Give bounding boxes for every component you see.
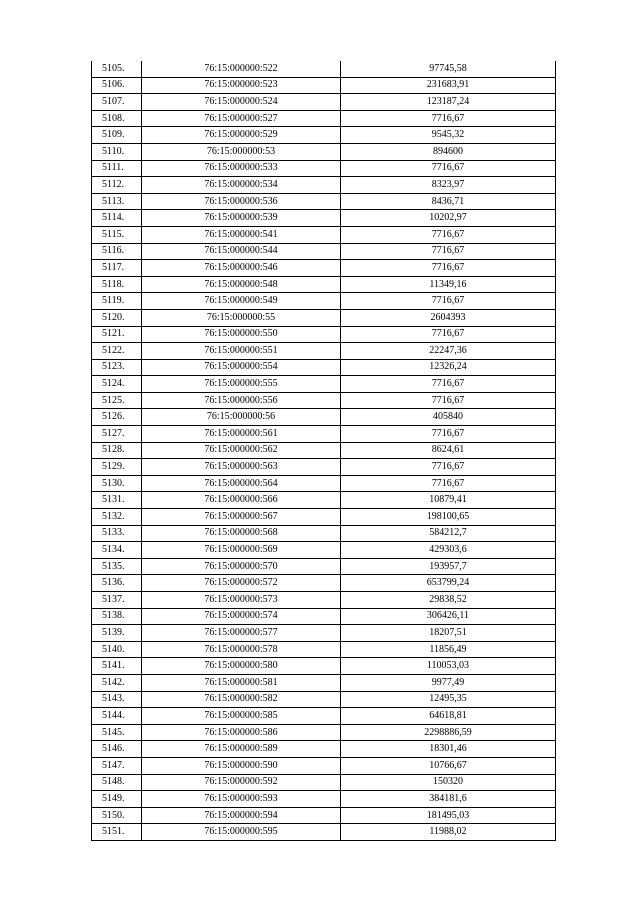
row-number-cell: 5121.	[92, 326, 142, 343]
row-number-cell: 5108.	[92, 110, 142, 127]
table-row	[92, 625, 556, 642]
cadastral-number-cell: 76:15:000000:569	[142, 542, 341, 559]
row-number-cell: 5118.	[92, 276, 142, 293]
cadastral-number-cell: 76:15:000000:544	[142, 243, 341, 260]
row-number-cell: 5133.	[92, 525, 142, 542]
cadastral-number-cell: 76:15:000000:577	[142, 625, 341, 642]
row-number-cell: 5146.	[92, 741, 142, 758]
value-cell: 12495,35	[341, 691, 556, 708]
value-cell: 405840	[341, 409, 556, 426]
table-row	[92, 475, 556, 492]
table-row	[92, 127, 556, 144]
cadastral-number-cell: 76:15:000000:551	[142, 343, 341, 360]
cadastral-number-cell: 76:15:000000:55	[142, 309, 341, 326]
value-cell: 2298886,59	[341, 724, 556, 741]
table-row	[92, 724, 556, 741]
value-cell: 9977,49	[341, 674, 556, 691]
cadastral-number-cell: 76:15:000000:529	[142, 127, 341, 144]
cadastral-number-cell: 76:15:000000:573	[142, 592, 341, 609]
table-row	[92, 210, 556, 227]
value-cell: 18301,46	[341, 741, 556, 758]
cadastral-number-cell: 76:15:000000:578	[142, 641, 341, 658]
cadastral-number-cell: 76:15:000000:572	[142, 575, 341, 592]
row-number-cell: 5110.	[92, 143, 142, 160]
cadastral-number-cell: 76:15:000000:568	[142, 525, 341, 542]
cadastral-number-cell: 76:15:000000:561	[142, 426, 341, 443]
table-row	[92, 326, 556, 343]
table-row	[92, 807, 556, 824]
row-number-cell: 5124.	[92, 376, 142, 393]
value-cell: 7716,67	[341, 326, 556, 343]
table-row	[92, 409, 556, 426]
cadastral-number-cell: 76:15:000000:556	[142, 392, 341, 409]
cadastral-number-cell: 76:15:000000:527	[142, 110, 341, 127]
table-row	[92, 392, 556, 409]
cadastral-value-table	[91, 61, 556, 841]
table-row	[92, 791, 556, 808]
value-cell: 18207,51	[341, 625, 556, 642]
table-row	[92, 741, 556, 758]
value-cell: 123187,24	[341, 94, 556, 111]
cadastral-number-cell: 76:15:000000:562	[142, 442, 341, 459]
table-row	[92, 641, 556, 658]
cadastral-number-cell: 76:15:000000:555	[142, 376, 341, 393]
cadastral-number-cell: 76:15:000000:570	[142, 558, 341, 575]
cadastral-number-cell: 76:15:000000:586	[142, 724, 341, 741]
table-row	[92, 309, 556, 326]
cadastral-number-cell: 76:15:000000:595	[142, 824, 341, 841]
row-number-cell: 5132.	[92, 509, 142, 526]
row-number-cell: 5144.	[92, 708, 142, 725]
value-cell: 22247,36	[341, 343, 556, 360]
row-number-cell: 5105.	[92, 61, 142, 77]
cadastral-number-cell: 76:15:000000:524	[142, 94, 341, 111]
row-number-cell: 5119.	[92, 293, 142, 310]
value-cell: 8436,71	[341, 193, 556, 210]
cadastral-number-cell: 76:15:000000:566	[142, 492, 341, 509]
value-cell: 10766,67	[341, 757, 556, 774]
cadastral-number-cell: 76:15:000000:536	[142, 193, 341, 210]
row-number-cell: 5148.	[92, 774, 142, 791]
value-cell: 64618,81	[341, 708, 556, 725]
row-number-cell: 5113.	[92, 193, 142, 210]
cadastral-number-cell: 76:15:000000:548	[142, 276, 341, 293]
table-row	[92, 143, 556, 160]
row-number-cell: 5130.	[92, 475, 142, 492]
value-cell: 894600	[341, 143, 556, 160]
table-row	[92, 824, 556, 841]
cadastral-number-cell: 76:15:000000:534	[142, 177, 341, 194]
table-row	[92, 558, 556, 575]
cadastral-number-cell: 76:15:000000:554	[142, 359, 341, 376]
value-cell: 7716,67	[341, 243, 556, 260]
table-row	[92, 177, 556, 194]
value-cell: 7716,67	[341, 426, 556, 443]
cadastral-number-cell: 76:15:000000:580	[142, 658, 341, 675]
value-cell: 8624,61	[341, 442, 556, 459]
value-cell: 653799,24	[341, 575, 556, 592]
table-row	[92, 492, 556, 509]
cadastral-number-cell: 76:15:000000:594	[142, 807, 341, 824]
table-row	[92, 674, 556, 691]
cadastral-number-cell: 76:15:000000:563	[142, 459, 341, 476]
table-row	[92, 226, 556, 243]
value-cell: 10879,41	[341, 492, 556, 509]
table-row	[92, 708, 556, 725]
row-number-cell: 5126.	[92, 409, 142, 426]
value-cell: 29838,52	[341, 592, 556, 609]
row-number-cell: 5142.	[92, 674, 142, 691]
table-row	[92, 94, 556, 111]
value-cell: 7716,67	[341, 376, 556, 393]
row-number-cell: 5143.	[92, 691, 142, 708]
cadastral-number-cell: 76:15:000000:546	[142, 260, 341, 277]
table-row	[92, 757, 556, 774]
row-number-cell: 5112.	[92, 177, 142, 194]
value-cell: 198100,65	[341, 509, 556, 526]
value-cell: 384181,6	[341, 791, 556, 808]
value-cell: 7716,67	[341, 160, 556, 177]
value-cell: 7716,67	[341, 110, 556, 127]
cadastral-number-cell: 76:15:000000:590	[142, 757, 341, 774]
table-row	[92, 592, 556, 609]
row-number-cell: 5116.	[92, 243, 142, 260]
value-cell: 110053,03	[341, 658, 556, 675]
cadastral-number-cell: 76:15:000000:56	[142, 409, 341, 426]
table-row	[92, 276, 556, 293]
value-cell: 7716,67	[341, 475, 556, 492]
row-number-cell: 5109.	[92, 127, 142, 144]
value-cell: 584212,7	[341, 525, 556, 542]
row-number-cell: 5138.	[92, 608, 142, 625]
table-row	[92, 293, 556, 310]
cadastral-number-cell: 76:15:000000:592	[142, 774, 341, 791]
table-row	[92, 774, 556, 791]
row-number-cell: 5129.	[92, 459, 142, 476]
row-number-cell: 5107.	[92, 94, 142, 111]
table-row	[92, 359, 556, 376]
table-row	[92, 575, 556, 592]
row-number-cell: 5106.	[92, 77, 142, 94]
row-number-cell: 5136.	[92, 575, 142, 592]
table-row	[92, 658, 556, 675]
table-row	[92, 343, 556, 360]
cadastral-number-cell: 76:15:000000:574	[142, 608, 341, 625]
value-cell: 9545,32	[341, 127, 556, 144]
value-cell: 231683,91	[341, 77, 556, 94]
table-row	[92, 459, 556, 476]
cadastral-number-cell: 76:15:000000:550	[142, 326, 341, 343]
table-row	[92, 442, 556, 459]
row-number-cell: 5131.	[92, 492, 142, 509]
table-row	[92, 260, 556, 277]
table-row	[92, 61, 556, 77]
row-number-cell: 5115.	[92, 226, 142, 243]
row-number-cell: 5137.	[92, 592, 142, 609]
value-cell: 10202,97	[341, 210, 556, 227]
value-cell: 7716,67	[341, 260, 556, 277]
table-row	[92, 608, 556, 625]
cadastral-number-cell: 76:15:000000:593	[142, 791, 341, 808]
row-number-cell: 5140.	[92, 641, 142, 658]
value-cell: 7716,67	[341, 226, 556, 243]
table-row	[92, 691, 556, 708]
row-number-cell: 5125.	[92, 392, 142, 409]
cadastral-number-cell: 76:15:000000:585	[142, 708, 341, 725]
row-number-cell: 5127.	[92, 426, 142, 443]
value-cell: 181495,03	[341, 807, 556, 824]
row-number-cell: 5135.	[92, 558, 142, 575]
row-number-cell: 5149.	[92, 791, 142, 808]
row-number-cell: 5151.	[92, 824, 142, 841]
cadastral-number-cell: 76:15:000000:549	[142, 293, 341, 310]
table-row	[92, 243, 556, 260]
table-row	[92, 110, 556, 127]
value-cell: 7716,67	[341, 392, 556, 409]
cadastral-number-cell: 76:15:000000:533	[142, 160, 341, 177]
table-row	[92, 542, 556, 559]
value-cell: 11856,49	[341, 641, 556, 658]
table-row	[92, 509, 556, 526]
value-cell: 2604393	[341, 309, 556, 326]
cadastral-number-cell: 76:15:000000:582	[142, 691, 341, 708]
row-number-cell: 5147.	[92, 757, 142, 774]
row-number-cell: 5114.	[92, 210, 142, 227]
value-cell: 150320	[341, 774, 556, 791]
table-row	[92, 160, 556, 177]
value-cell: 8323,97	[341, 177, 556, 194]
value-cell: 97745,58	[341, 61, 556, 77]
row-number-cell: 5139.	[92, 625, 142, 642]
value-cell: 11988,02	[341, 824, 556, 841]
cadastral-number-cell: 76:15:000000:564	[142, 475, 341, 492]
row-number-cell: 5134.	[92, 542, 142, 559]
cadastral-number-cell: 76:15:000000:539	[142, 210, 341, 227]
table-row	[92, 426, 556, 443]
value-cell: 11349,16	[341, 276, 556, 293]
row-number-cell: 5128.	[92, 442, 142, 459]
row-number-cell: 5117.	[92, 260, 142, 277]
cadastral-number-cell: 76:15:000000:567	[142, 509, 341, 526]
row-number-cell: 5111.	[92, 160, 142, 177]
value-cell: 306426,11	[341, 608, 556, 625]
table-row	[92, 193, 556, 210]
table-row	[92, 77, 556, 94]
cadastral-number-cell: 76:15:000000:523	[142, 77, 341, 94]
row-number-cell: 5122.	[92, 343, 142, 360]
table-row	[92, 525, 556, 542]
cadastral-number-cell: 76:15:000000:53	[142, 143, 341, 160]
cadastral-number-cell: 76:15:000000:581	[142, 674, 341, 691]
cadastral-number-cell: 76:15:000000:589	[142, 741, 341, 758]
value-cell: 7716,67	[341, 293, 556, 310]
row-number-cell: 5123.	[92, 359, 142, 376]
value-cell: 429303,6	[341, 542, 556, 559]
row-number-cell: 5150.	[92, 807, 142, 824]
row-number-cell: 5145.	[92, 724, 142, 741]
table-body	[92, 61, 556, 840]
row-number-cell: 5120.	[92, 309, 142, 326]
value-cell: 7716,67	[341, 459, 556, 476]
value-cell: 12326,24	[341, 359, 556, 376]
cadastral-number-cell: 76:15:000000:522	[142, 61, 341, 77]
row-number-cell: 5141.	[92, 658, 142, 675]
value-cell: 193957,7	[341, 558, 556, 575]
cadastral-number-cell: 76:15:000000:541	[142, 226, 341, 243]
table-row	[92, 376, 556, 393]
